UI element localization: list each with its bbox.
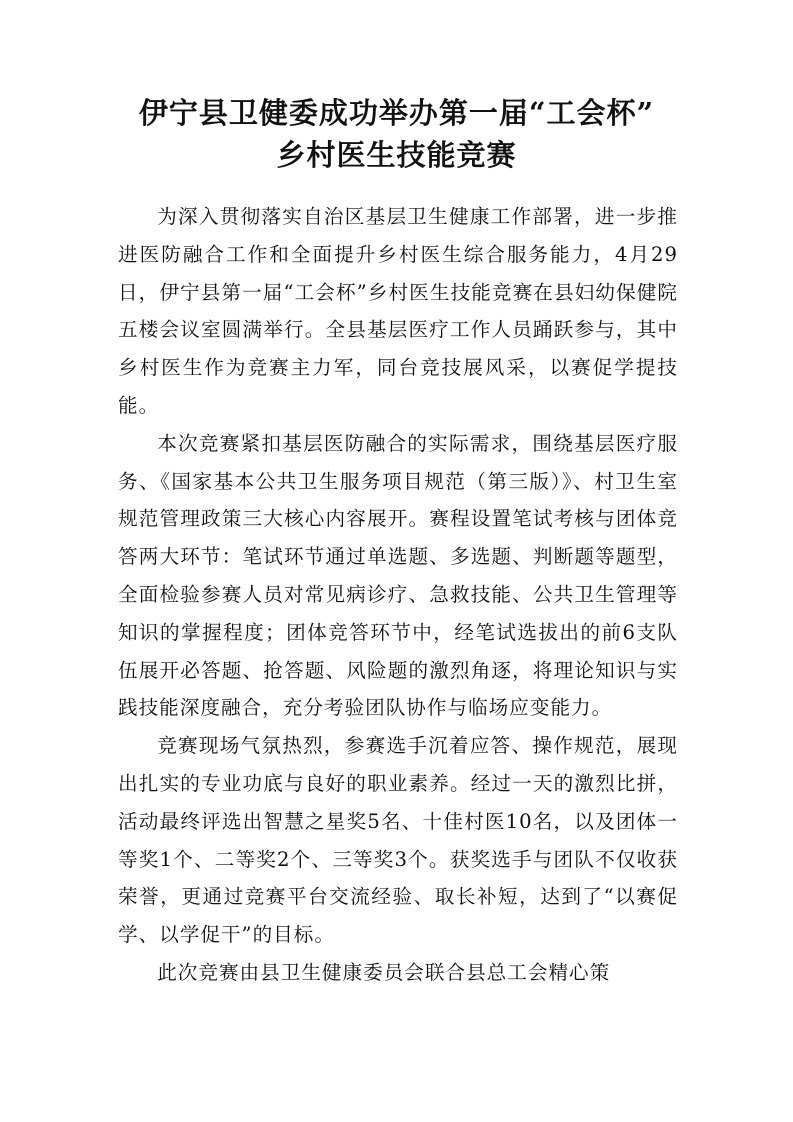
document-title	[60, 92, 733, 176]
paragraph-2: 本次竞赛紧扣基层医防融合的实际需求，围绕基层医疗服务、《国家基本公共卫生服务项目规范（第三版）》、村卫生室规范管理政策三大核心内容展开。赛程设置笔试考核与团体竞答两大环节：笔试环节通过单选题、多选题、判断题等题型，全面检验参赛人员对常见病诊疗、急救技能、公共卫生管理等知识的掌握程度；团体竞答环节中，经笔试选拔出的前6支队伍展开必答题、抢答题、风险题的激烈角逐，将理论知识与实践技能深度融合，充分考验团队协作与临场应变能力。	[118, 431, 678, 720]
paragraph-1: 为深入贯彻落实自治区基层卫生健康工作部署，进一步推进医防融合工作和全面提升乡村医生综合服务能力，4月29日，伊宁县第一届“工会杯”乡村医生技能竞赛在县妇幼保健院五楼会议室圆满举行。全县基层医疗工作人员踊跃参与，其中乡村医生作为竞赛主力军，同台竞技展风采，以赛促学提技能。	[118, 205, 678, 417]
title-line-1: 伊宁县卫健委成功举办第一届“工会杯”	[138, 96, 655, 130]
title-line-2: 乡村医生技能竞赛	[276, 138, 517, 172]
paragraph-3: 竞赛现场气氛热烈，参赛选手沉着应答、操作规范，展现出扎实的专业功底与良好的职业素养。经过一天的激烈比拼，活动最终评选出智慧之星奖5名、十佳村医10名，以及团体一等奖1个、二等奖2个、三等奖3个。获奖选手与团队不仅收获荣誉，更通过竞赛平台交流经验、取长补短，达到了“以赛促学、以学促干”的目标。	[118, 734, 678, 947]
paragraph-4: 此次竞赛由县卫生健康委员会联合县总工会精心策	[157, 960, 611, 984]
document-body	[118, 198, 678, 992]
